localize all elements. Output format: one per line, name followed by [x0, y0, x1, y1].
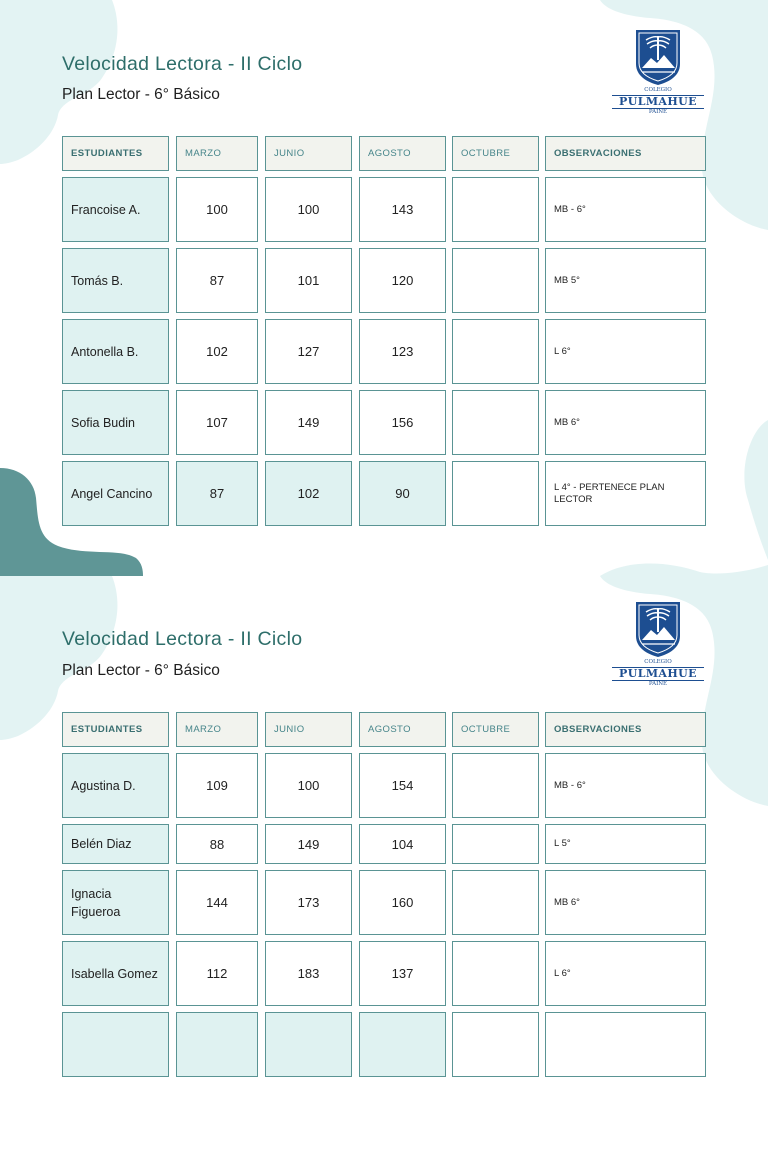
- student-name: Ignacia Figueroa: [62, 870, 169, 935]
- araucaria-tree-mountain-shield-icon: [634, 600, 682, 658]
- school-logo: [612, 28, 704, 116]
- observation-text: L 6°: [545, 319, 706, 384]
- marzo-value: 87: [176, 461, 258, 526]
- school-logo: [612, 600, 704, 688]
- observation-text: MB - 6°: [545, 177, 706, 242]
- octubre-value: [452, 177, 539, 242]
- student-name: [62, 1012, 169, 1077]
- agosto-value: 104: [359, 824, 446, 864]
- observation-text: L 4° - PERTENECE PLAN LECTOR: [545, 461, 706, 526]
- octubre-value: [452, 870, 539, 935]
- page-title: Velocidad Lectora - II Ciclo: [62, 628, 303, 650]
- student-name: Isabella Gomez: [62, 941, 169, 1006]
- junio-value: 127: [265, 319, 352, 384]
- junio-value: 183: [265, 941, 352, 1006]
- junio-value: 100: [265, 177, 352, 242]
- octubre-value: [452, 319, 539, 384]
- marzo-value: 88: [176, 824, 258, 864]
- column-header-estudiantes: ESTUDIANTES: [62, 136, 169, 171]
- column-header-octubre: OCTUBRE: [452, 136, 539, 171]
- agosto-value: 90: [359, 461, 446, 526]
- marzo-value: 107: [176, 390, 258, 455]
- logo-school-name: PULMAHUE: [612, 95, 704, 109]
- student-name: Sofia Budin: [62, 390, 169, 455]
- agosto-value: 137: [359, 941, 446, 1006]
- octubre-value: [452, 461, 539, 526]
- marzo-value: 87: [176, 248, 258, 313]
- marzo-value: 144: [176, 870, 258, 935]
- junio-value: 100: [265, 753, 352, 818]
- page-subtitle: Plan Lector - 6° Básico: [62, 86, 220, 103]
- column-header-junio: JUNIO: [265, 136, 352, 171]
- column-header-agosto: AGOSTO: [359, 136, 446, 171]
- observation-text: [545, 1012, 706, 1077]
- junio-value: 101: [265, 248, 352, 313]
- marzo-value: 112: [176, 941, 258, 1006]
- page-title: Velocidad Lectora - II Ciclo: [62, 53, 303, 75]
- octubre-value: [452, 1012, 539, 1077]
- logo-school-name: PULMAHUE: [612, 667, 704, 681]
- column-header-junio: JUNIO: [265, 712, 352, 747]
- column-header-octubre: OCTUBRE: [452, 712, 539, 747]
- student-name: Antonella B.: [62, 319, 169, 384]
- marzo-value: [176, 1012, 258, 1077]
- observation-text: MB 6°: [545, 870, 706, 935]
- araucaria-tree-mountain-shield-icon: [634, 28, 682, 86]
- column-header-marzo: MARZO: [176, 136, 258, 171]
- column-header-estudiantes: ESTUDIANTES: [62, 712, 169, 747]
- logo-top-text: COLEGIO: [644, 659, 672, 665]
- junio-value: 102: [265, 461, 352, 526]
- page-subtitle: Plan Lector - 6° Básico: [62, 662, 220, 679]
- agosto-value: 143: [359, 177, 446, 242]
- student-name: Francoise A.: [62, 177, 169, 242]
- student-name: Tomás B.: [62, 248, 169, 313]
- agosto-value: 154: [359, 753, 446, 818]
- agosto-value: 160: [359, 870, 446, 935]
- junio-value: 149: [265, 824, 352, 864]
- student-name: Agustina D.: [62, 753, 169, 818]
- logo-bottom-text: PAINE: [648, 109, 668, 115]
- agosto-value: 120: [359, 248, 446, 313]
- observation-text: MB 5°: [545, 248, 706, 313]
- agosto-value: [359, 1012, 446, 1077]
- agosto-value: 123: [359, 319, 446, 384]
- observation-text: L 5°: [545, 824, 706, 864]
- document-page-2: [0, 576, 768, 1152]
- student-name: Belén Diaz: [62, 824, 169, 864]
- octubre-value: [452, 824, 539, 864]
- column-header-observaciones: OBSERVACIONES: [545, 712, 706, 747]
- column-header-agosto: AGOSTO: [359, 712, 446, 747]
- junio-value: 149: [265, 390, 352, 455]
- octubre-value: [452, 753, 539, 818]
- junio-value: 173: [265, 870, 352, 935]
- octubre-value: [452, 248, 539, 313]
- octubre-value: [452, 941, 539, 1006]
- column-header-observaciones: OBSERVACIONES: [545, 136, 706, 171]
- agosto-value: 156: [359, 390, 446, 455]
- junio-value: [265, 1012, 352, 1077]
- marzo-value: 109: [176, 753, 258, 818]
- marzo-value: 102: [176, 319, 258, 384]
- observation-text: L 6°: [545, 941, 706, 1006]
- marzo-value: 100: [176, 177, 258, 242]
- observation-text: MB 6°: [545, 390, 706, 455]
- student-name: Angel Cancino: [62, 461, 169, 526]
- octubre-value: [452, 390, 539, 455]
- logo-bottom-text: PAINE: [648, 681, 668, 687]
- observation-text: MB - 6°: [545, 753, 706, 818]
- column-header-marzo: MARZO: [176, 712, 258, 747]
- logo-top-text: COLEGIO: [644, 87, 672, 93]
